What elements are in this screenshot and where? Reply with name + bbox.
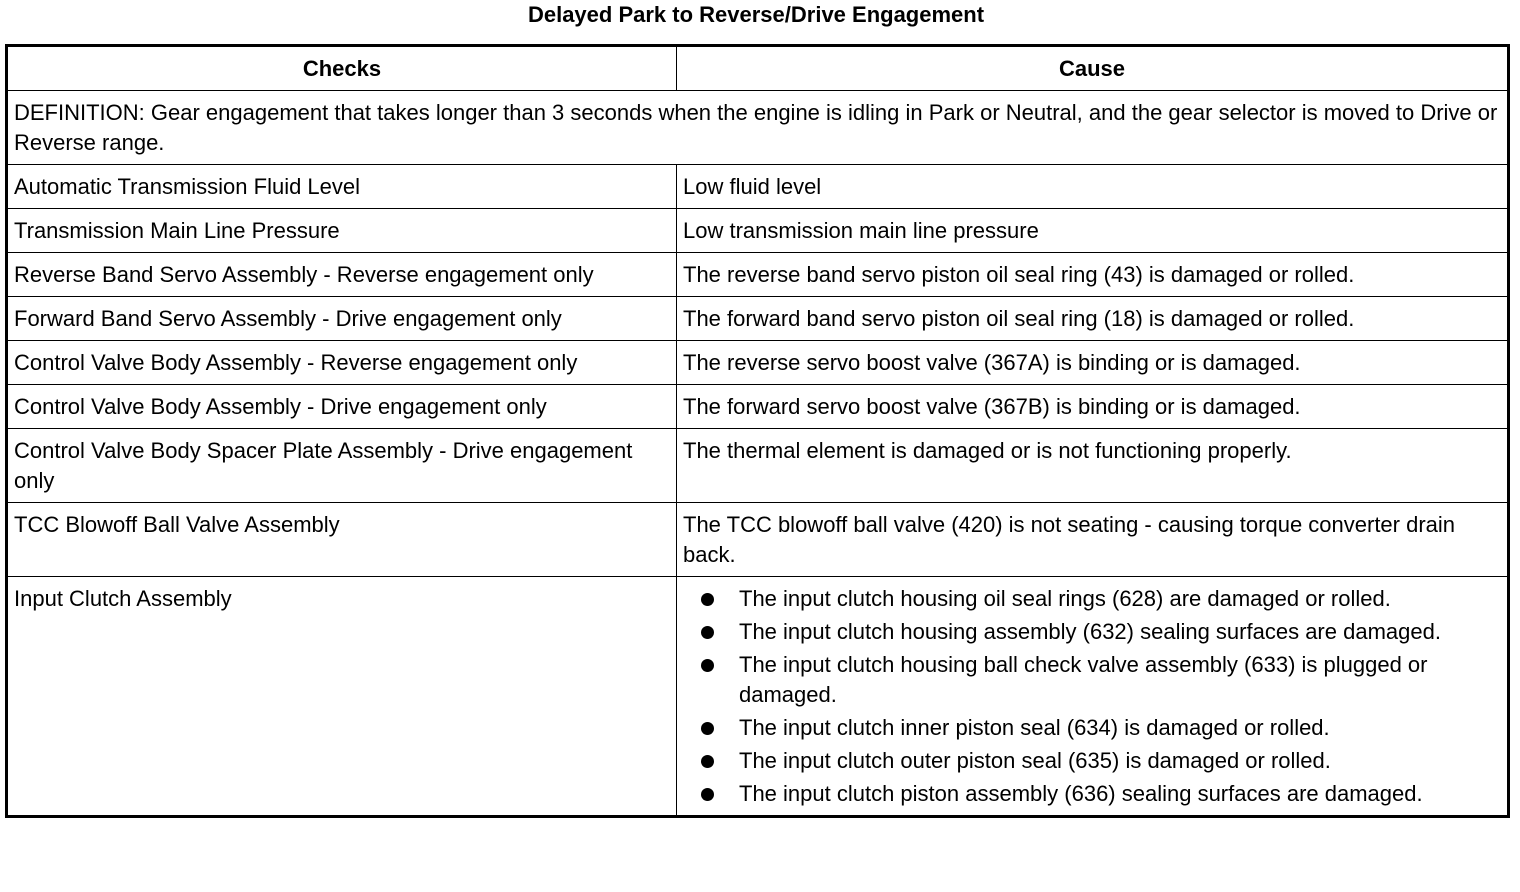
cause-cell: The forward band servo piston oil seal ring (18) is damaged or rolled. <box>677 297 1509 341</box>
list-item <box>701 746 1501 776</box>
list-item <box>701 779 1501 809</box>
cause-cell: The thermal element is damaged or is not functioning properly. <box>677 429 1509 503</box>
check-cell: Control Valve Body Assembly - Drive engagement only <box>7 385 677 429</box>
bullet-text: The input clutch housing oil seal rings (628) are damaged or rolled. <box>739 586 1391 611</box>
check-cell: Control Valve Body Spacer Plate Assembly - Drive engagement only <box>7 429 677 503</box>
bullet-icon <box>701 626 714 639</box>
bullet-text: The input clutch outer piston seal (635) is damaged or rolled. <box>739 748 1331 773</box>
table-row <box>7 503 1509 577</box>
cause-cell: The TCC blowoff ball valve (420) is not seating - causing torque converter drain back. <box>677 503 1509 577</box>
table-row <box>7 385 1509 429</box>
cause-bullet-list <box>683 584 1501 809</box>
checks-header: Checks <box>7 46 677 91</box>
bullet-text: The input clutch housing assembly (632) sealing surfaces are damaged. <box>739 619 1441 644</box>
cause-cell: The forward servo boost valve (367B) is binding or is damaged. <box>677 385 1509 429</box>
table-row <box>7 253 1509 297</box>
check-cell: Automatic Transmission Fluid Level <box>7 165 677 209</box>
cause-cell: Low fluid level <box>677 165 1509 209</box>
cause-cell: The reverse band servo piston oil seal ring (43) is damaged or rolled. <box>677 253 1509 297</box>
cause-cell: Low transmission main line pressure <box>677 209 1509 253</box>
bullet-icon <box>701 788 714 801</box>
table-row <box>7 297 1509 341</box>
list-item <box>701 617 1501 647</box>
bullet-text: The input clutch inner piston seal (634) is damaged or rolled. <box>739 715 1330 740</box>
definition-row <box>7 91 1509 165</box>
list-item <box>701 650 1501 710</box>
bullet-text: The input clutch piston assembly (636) sealing surfaces are damaged. <box>739 781 1423 806</box>
page-title: Delayed Park to Reverse/Drive Engagement <box>527 2 985 27</box>
check-cell: Reverse Band Servo Assembly - Reverse engagement only <box>7 253 677 297</box>
table-row <box>7 209 1509 253</box>
cause-cell <box>677 577 1509 817</box>
check-cell: TCC Blowoff Ball Valve Assembly <box>7 503 677 577</box>
table-row <box>7 165 1509 209</box>
list-item <box>701 713 1501 743</box>
bullet-icon <box>701 659 714 672</box>
bullet-icon <box>701 755 714 768</box>
header-row <box>7 46 1509 91</box>
check-cell: Forward Band Servo Assembly - Drive engagement only <box>7 297 677 341</box>
list-item <box>701 584 1501 614</box>
check-cell: Transmission Main Line Pressure <box>7 209 677 253</box>
cause-header: Cause <box>677 46 1509 91</box>
input-clutch-row <box>7 577 1509 817</box>
bullet-text: The input clutch housing ball check valve assembly (633) is plugged or damaged. <box>739 652 1428 707</box>
table-row <box>7 429 1509 503</box>
diagnostic-table <box>5 44 1510 818</box>
bullet-icon <box>701 722 714 735</box>
check-cell: Control Valve Body Assembly - Reverse engagement only <box>7 341 677 385</box>
definition-text: DEFINITION: Gear engagement that takes longer than 3 seconds when the engine is idling in Park or Neutral, and the gear selector is moved to Drive or Reverse range. <box>7 91 1509 165</box>
check-cell: Input Clutch Assembly <box>7 577 677 817</box>
table-row <box>7 341 1509 385</box>
bullet-icon <box>701 593 714 606</box>
cause-cell: The reverse servo boost valve (367A) is binding or is damaged. <box>677 341 1509 385</box>
